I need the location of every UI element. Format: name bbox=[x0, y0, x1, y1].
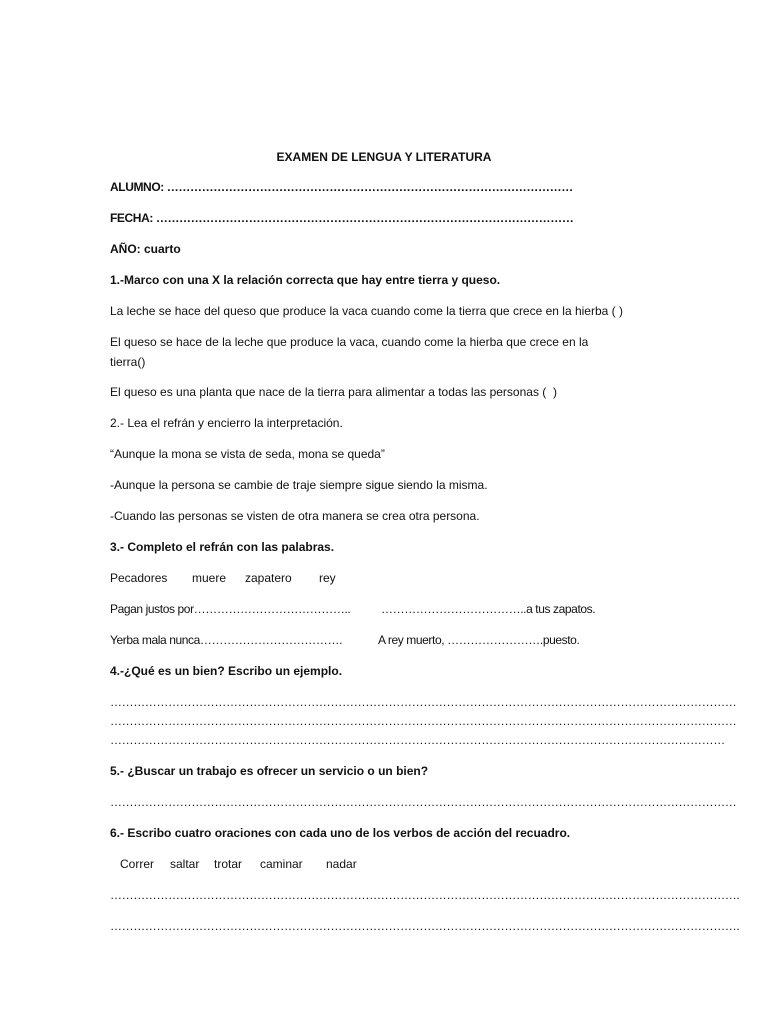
verb-item: saltar bbox=[170, 857, 200, 871]
question-5-prompt: 5.- ¿Buscar un trabajo es ofrecer un servicio o un bien? bbox=[110, 764, 429, 778]
saying-3-blank: Yerba mala nunca………………………………. bbox=[110, 633, 343, 647]
question-1-option-1: La leche se hace del queso que produce la vaca cuando come la tierra que crece en la hierba ( ) bbox=[110, 304, 623, 318]
saying-1-blank: Pagan justos por………………………………….. bbox=[110, 602, 351, 616]
word-bank-item: muere bbox=[192, 571, 227, 585]
answer-line: …………………………………………………………………………………………………………………………………………… bbox=[110, 733, 725, 747]
saying-2-blank: ………………………………..a tus zapatos. bbox=[381, 602, 596, 616]
answer-line: ……………………………………………………………………………………………………………………………………………… bbox=[110, 714, 737, 728]
page-title: EXAMEN DE LENGUA Y LITERATURA bbox=[276, 150, 492, 164]
question-4-prompt: 4.-¿Qué es un bien? Escribo un ejemplo. bbox=[110, 664, 343, 678]
saying-4-blank: A rey muerto, …………………….puesto. bbox=[378, 633, 580, 647]
question-1-option-2: El queso se hace de la leche que produce la vaca, cuando come la hierba que crece en la bbox=[110, 335, 589, 349]
verb-item: caminar bbox=[260, 857, 303, 871]
answer-line: ……………………………………………………………………………………………………………………………………………… bbox=[110, 695, 737, 709]
verb-item: nadar bbox=[326, 857, 357, 871]
year-field: AÑO: cuarto bbox=[110, 242, 181, 256]
question-1-option-2-cont: tierra() bbox=[110, 355, 146, 369]
question-1-option-3: El queso es una planta que nace de la tierra para alimentar a todas las personas ( ) bbox=[110, 385, 557, 399]
question-2-option-1: -Aunque la persona se cambie de traje siempre sigue siendo la misma. bbox=[110, 478, 488, 492]
question-6-prompt: 6.- Escribo cuatro oraciones con cada uno de los verbos de acción del recuadro. bbox=[110, 826, 571, 840]
question-2-saying: “Aunque la mona se vista de seda, mona se queda” bbox=[110, 447, 385, 461]
word-bank-item: rey bbox=[319, 571, 336, 585]
question-2-prompt: 2.- Lea el refrán y encierro la interpretación. bbox=[110, 416, 343, 430]
answer-line: ………………………………………………………………………………………………………………………………………………. bbox=[110, 888, 740, 902]
question-2-option-2: -Cuando las personas se visten de otra manera se crea otra persona. bbox=[110, 509, 480, 523]
student-field: ALUMNO: …………………………………………………………………………………………… bbox=[110, 180, 573, 194]
word-bank-item: zapatero bbox=[245, 571, 292, 585]
word-bank-item: Pecadores bbox=[110, 571, 168, 585]
date-field: FECHA: ……………………………………………………………………………………………… bbox=[110, 211, 574, 225]
answer-line: ………………………………………………………………………………………………………………………………………………. bbox=[110, 919, 740, 933]
verb-item: trotar bbox=[214, 857, 243, 871]
question-1-prompt: 1.-Marco con una X la relación correcta que hay entre tierra y queso. bbox=[110, 273, 501, 287]
verb-item: Correr bbox=[120, 857, 155, 871]
answer-line: ……………………………………………………………………………………………………………………………………………… bbox=[110, 795, 737, 809]
question-3-prompt: 3.- Completo el refrán con las palabras. bbox=[110, 540, 335, 554]
